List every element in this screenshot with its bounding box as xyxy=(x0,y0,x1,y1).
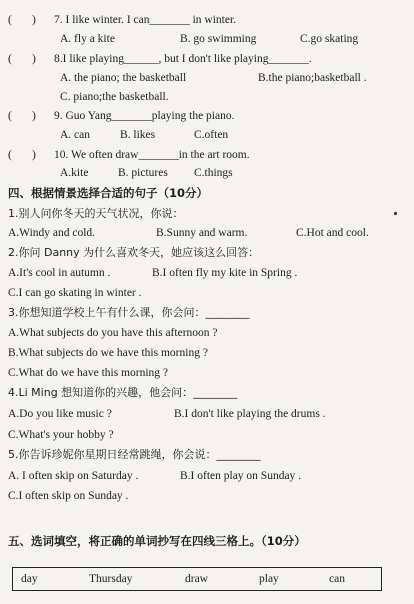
option-c: C.often xyxy=(194,129,229,141)
option-b: B. go swimming xyxy=(180,33,257,45)
option-b: B.I don't like playing the drums . xyxy=(174,408,326,420)
word-bank-item: day xyxy=(21,573,38,585)
answer-paren-close: ) xyxy=(31,14,36,26)
answer-paren-close: ) xyxy=(31,149,36,161)
situation-5-stem: 5.你告诉珍妮你星期日经常跳绳，你会说：________ xyxy=(8,448,261,461)
option-a: A.Do you like music ? xyxy=(8,408,112,420)
option-b: B. likes xyxy=(120,129,156,141)
option-a: A.Windy and cold. xyxy=(8,227,96,239)
question-stem: 7. I like winter. I can_______ in winter. xyxy=(54,14,237,26)
answer-paren-close: ) xyxy=(31,110,36,122)
answer-paren-open: ( xyxy=(8,53,12,65)
situation-3-option-a: A.What subjects do you have this afternoon ? xyxy=(8,327,218,339)
stray-mark xyxy=(394,212,397,215)
word-bank-item: draw xyxy=(185,573,208,585)
situation-1-stem: 1.别人问你冬天的天气状况，你说： xyxy=(8,207,184,220)
situation-1-options xyxy=(8,226,369,240)
option-c: C.go skating xyxy=(300,33,359,45)
option-c: C.things xyxy=(194,167,233,179)
answer-paren-open: ( xyxy=(8,110,12,122)
question-7 xyxy=(8,13,236,27)
section-4-title: 四、根据情景选择合适的句子（10分） xyxy=(8,186,209,200)
situation-4-stem: 4.Li Ming 想知道你的兴趣，他会问：________ xyxy=(8,386,238,399)
question-9 xyxy=(8,109,234,123)
word-bank-item: Thursday xyxy=(89,573,133,585)
option-b: B.I often play on Sunday . xyxy=(180,470,302,482)
situation-3-option-b: B.What subjects do we have this morning ? xyxy=(8,347,208,359)
situation-5-options xyxy=(8,469,301,483)
option-a: A. I often skip on Saturday . xyxy=(8,470,139,482)
word-bank-item: play xyxy=(259,573,279,585)
question-stem: 8.I like playing______, but I don't like playing_______. xyxy=(54,53,312,65)
word-bank-box xyxy=(12,567,382,591)
question-8 xyxy=(8,52,312,66)
option-b: B.I often fly my kite in Spring . xyxy=(152,267,298,279)
situation-2-options xyxy=(8,266,297,280)
situation-3-stem: 3.你想知道学校上午有什么课，你会问：________ xyxy=(8,306,250,319)
option-a: A. can xyxy=(60,129,91,141)
question-stem: 10. We often draw_______in the art room. xyxy=(54,149,250,161)
situation-2-option-c: C.I can go skating in winter . xyxy=(8,287,142,299)
answer-paren-open: ( xyxy=(8,149,12,161)
section-5-title: 五、选词填空，将正确的单词抄写在四线三格上。（10分） xyxy=(8,534,306,548)
question-8-option-c xyxy=(60,90,169,104)
option-b: B.Sunny and warm. xyxy=(156,227,248,239)
option-a: A.kite xyxy=(60,167,89,179)
option-c: C. piano;the basketball. xyxy=(60,91,169,103)
question-10 xyxy=(8,148,250,162)
option-b: B. pictures xyxy=(118,167,168,179)
option-a: A. fly a kite xyxy=(60,33,115,45)
answer-paren-open: ( xyxy=(8,14,12,26)
situation-2-stem: 2.你问 Danny 为什么喜欢冬天，她应该这么回答： xyxy=(8,246,260,259)
question-8-options-ab xyxy=(60,71,367,85)
question-stem: 9. Guo Yang_______playing the piano. xyxy=(54,110,235,122)
option-a: A.It's cool in autumn . xyxy=(8,267,111,279)
word-bank-item: can xyxy=(329,573,345,585)
option-a: A. the piano; the basketball xyxy=(60,72,187,84)
situation-4-option-c: C.What's your hobby ? xyxy=(8,429,114,441)
question-9-options xyxy=(60,128,228,142)
situation-4-options xyxy=(8,407,326,421)
question-7-options xyxy=(60,32,358,46)
situation-5-option-c: C.I often skip on Sunday . xyxy=(8,490,129,502)
question-10-options xyxy=(60,166,233,180)
answer-paren-close: ) xyxy=(31,53,36,65)
situation-3-option-c: C.What do we have this morning ? xyxy=(8,367,169,379)
option-c: C.Hot and cool. xyxy=(296,227,369,239)
option-b: B.the piano;basketball . xyxy=(258,72,367,84)
